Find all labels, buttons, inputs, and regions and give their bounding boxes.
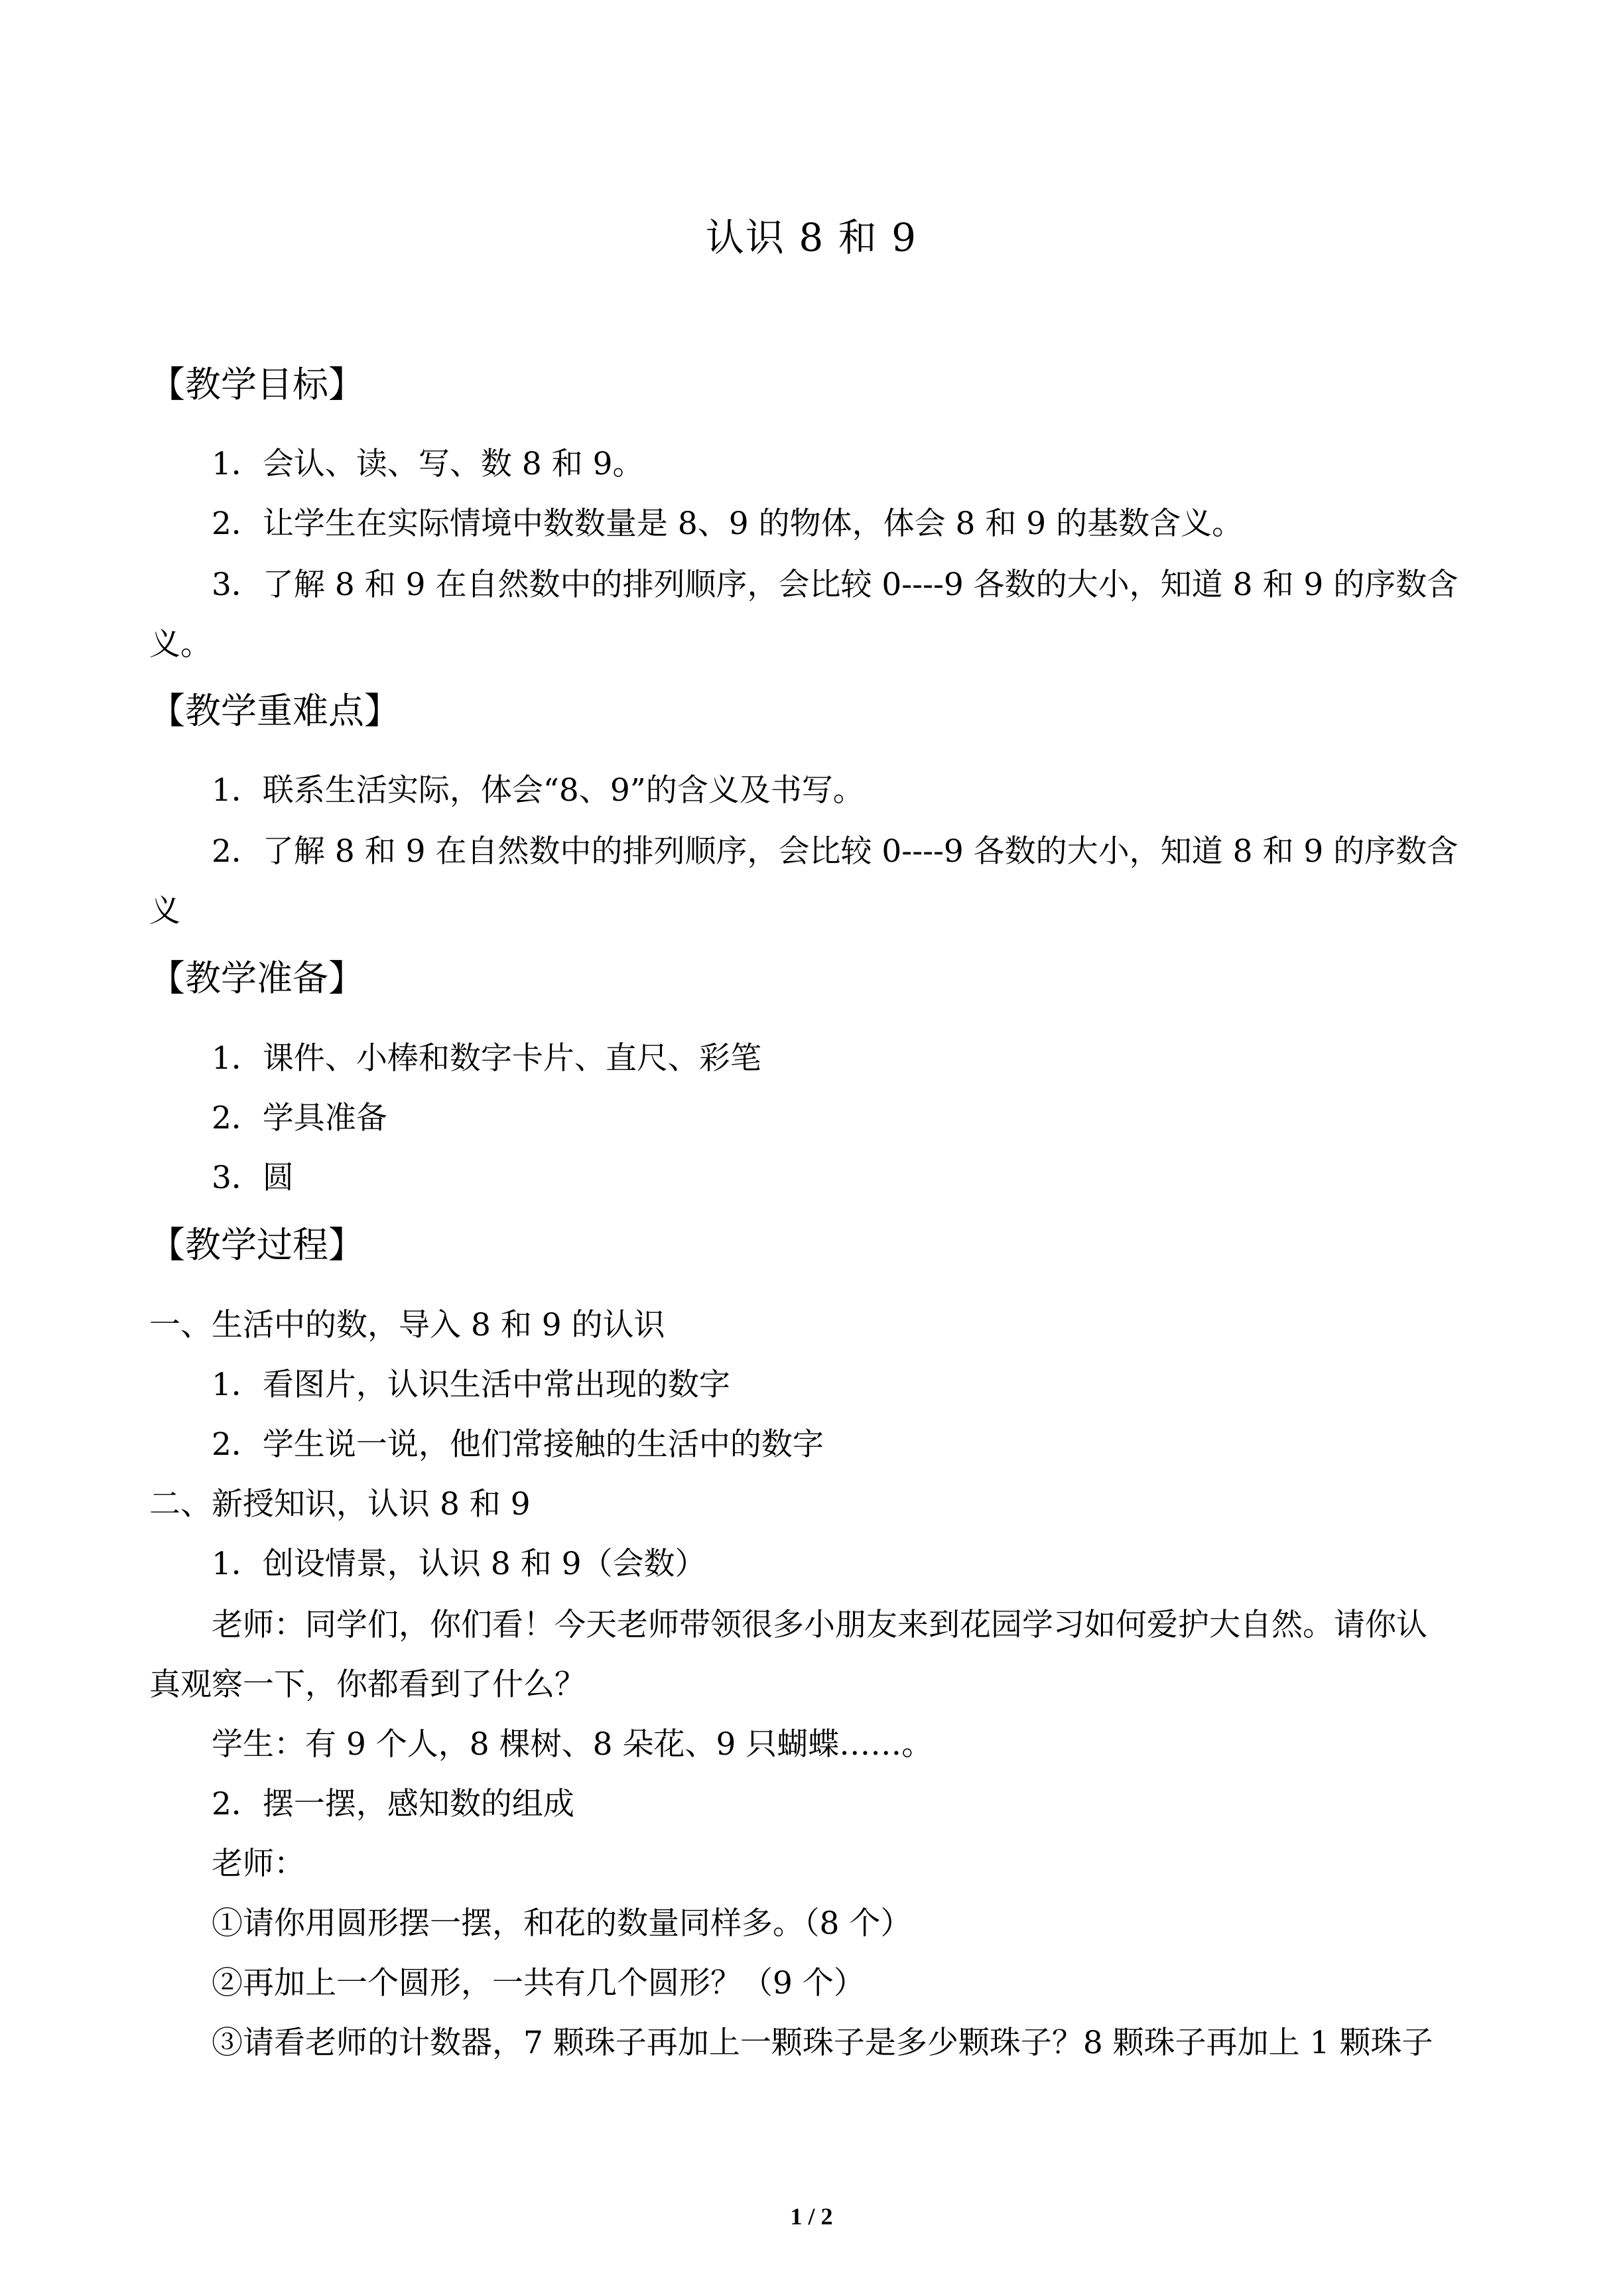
- process-step-heading: 二、新授知识，认识 8 和 9: [149, 1486, 531, 1522]
- process-dialogue-continuation: 真观察一下，你都看到了什么？: [149, 1666, 586, 1703]
- objective-item: 1．会认、读、写、数 8 和 9。: [212, 446, 644, 482]
- section-heading-prep: 【教学准备】: [149, 957, 364, 999]
- process-question: ①请你用圆形摆一摆，和花的数量同样多。（8 个）: [212, 1905, 912, 1942]
- keypoint-item: 2．了解 8 和 9 在自然数中的排列顺序，会比较 0----9 各数的大小，知道 8 和 9 的序数含: [212, 833, 1459, 870]
- section-heading-process: 【教学过程】: [149, 1224, 364, 1266]
- page-title: 认识 8 和 9: [705, 215, 918, 260]
- process-item: 1．创设情景，认识 8 和 9（会数）: [212, 1546, 706, 1582]
- process-item: 1．看图片，认识生活中常出现的数字: [212, 1367, 730, 1403]
- section-heading-keypoints: 【教学重难点】: [149, 690, 400, 732]
- objective-item-continuation: 义。: [149, 626, 212, 663]
- process-step-heading: 一、生活中的数，导入 8 和 9 的认识: [149, 1307, 665, 1343]
- prep-item: 3．圆: [212, 1160, 294, 1196]
- page-number: 1 / 2: [790, 2203, 833, 2230]
- keypoint-item-continuation: 义: [149, 893, 180, 929]
- process-item: 2．摆一摆，感知数的组成: [212, 1786, 574, 1822]
- section-heading-objectives: 【教学目标】: [149, 364, 364, 405]
- prep-item: 1．课件、小棒和数字卡片、直尺、彩笔: [212, 1040, 761, 1077]
- process-dialogue-line: 老师：: [212, 1846, 305, 1882]
- process-question: ③请看老师的计数器，7 颗珠子再加上一颗珠子是多少颗珠子？8 颗珠子再加上 1 颗珠子: [212, 2025, 1433, 2061]
- process-item: 2．学生说一说，他们常接触的生活中的数字: [212, 1426, 824, 1463]
- process-dialogue-line: 学生：有 9 个人，8 棵树、8 朵花、9 只蝴蝶……。: [212, 1726, 933, 1763]
- objective-item: 2．让学生在实际情境中数数量是 8、9 的物体，体会 8 和 9 的基数含义。: [212, 506, 1244, 542]
- process-dialogue-line: 老师：同学们，你们看！今天老师带领很多小朋友来到花园学习如何爱护大自然。请你认: [212, 1607, 1427, 1643]
- prep-item: 2．学具准备: [212, 1100, 387, 1136]
- objective-item: 3．了解 8 和 9 在自然数中的排列顺序，会比较 0----9 各数的大小，知道 8 和 9 的序数含: [212, 567, 1459, 603]
- keypoint-item: 1．联系生活实际，体会“8、9”的含义及书写。: [212, 772, 864, 809]
- process-question: ②再加上一个圆形，一共有几个圆形？（9 个）: [212, 1965, 865, 2001]
